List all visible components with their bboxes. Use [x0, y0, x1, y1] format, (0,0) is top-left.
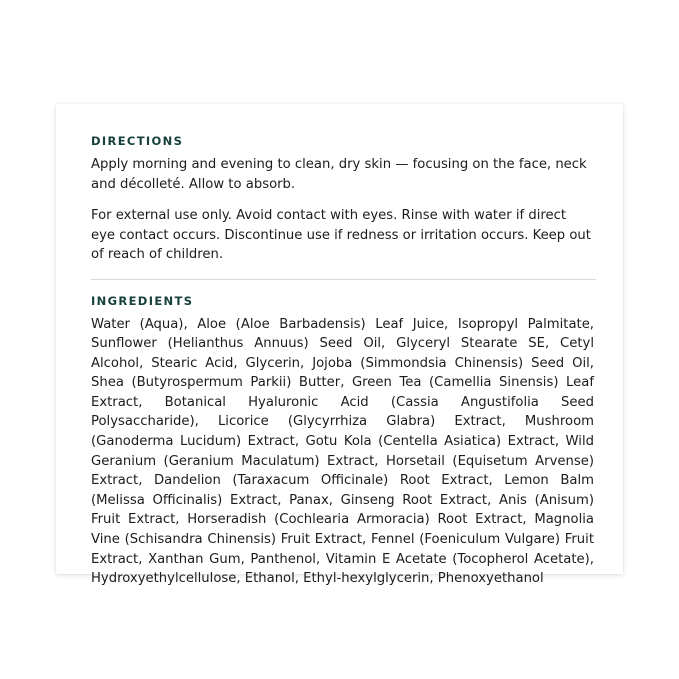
directions-paragraph-1: Apply morning and evening to clean, dry skin — focusing on the face, neck and décolleté. Allow to absorb. [91, 157, 587, 192]
ingredients-list: Water (Aqua), Aloe (Aloe Barbadensis) Leaf Juice, Isopropyl Palmitate, Sunflower (Helianthus Annuus) Seed Oil, Glyceryl Stearate SE, Cetyl Alcohol, Stearic Acid, Glycerin, Jojoba (Simmondsia Chinensis) Seed Oil, Shea (Butyrospermum Parkii) Butter, Green Tea (Camellia Sinensis) Leaf Extract, Botanical Hyaluronic Acid (Cassia Angustifolia Seed Polysaccharide), Licorice (Glycyrrhiza Glabra) Extract, Mushroom (Ganoderma Lucidum) Extract, Gotu Kola (Centella Asiatica) Extract, Wild Geranium (Geranium Maculatum) Extract, Horsetail (Equisetum Arvense) Extract, Dandelion (Taraxacum Officinale) Root Extract, Lemon Balm (Melissa Officinalis) Extract, Panax, Ginseng Root Extract, Anis (Anisum) Fruit Extract, Horseradish (Cochlearia Armoracia) Root Extract, Magnolia Vine (Schisandra Chinensis) Fruit Extract, Fennel (Foeniculum Vulgare) Fruit Extract, Xanthan Gum, Panthenol, Vitamin E Acetate (Tocopherol Acetate), Hydroxyethylcellulose, Ethanol, Ethyl-hexylglycerin, Phenoxyethanol [91, 316, 594, 587]
directions-heading: DIRECTIONS [91, 134, 184, 148]
product-info-card [56, 104, 623, 587]
directions-paragraph-2: For external use only. Avoid contact with eyes. Rinse with water if direct eye contact occurs. Discontinue use if redness or irritation occurs. Keep out of reach of children. [91, 208, 591, 262]
card-content [56, 104, 623, 589]
section-divider [91, 279, 596, 280]
ingredients-heading: INGREDIENTS [91, 293, 194, 308]
